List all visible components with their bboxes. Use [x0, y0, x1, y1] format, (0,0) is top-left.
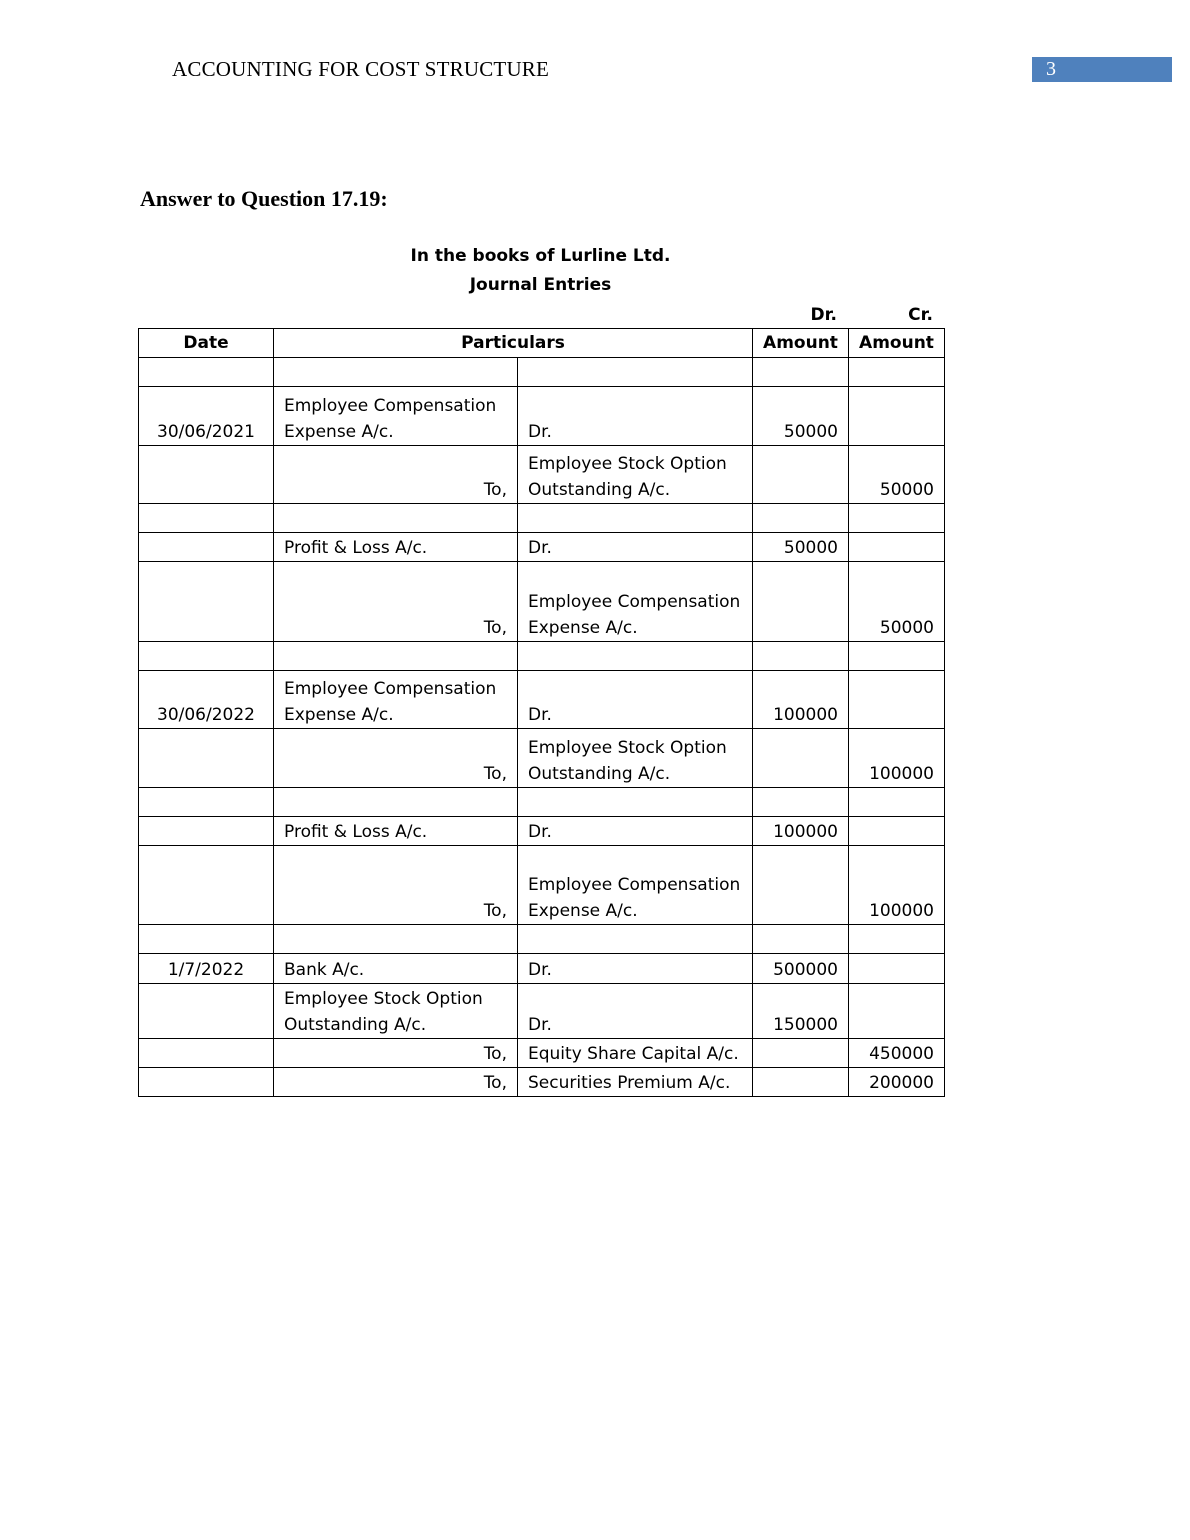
entry-side: Employee Compensation Expense A/c. [518, 562, 753, 642]
table-row [139, 642, 945, 671]
table-row [139, 358, 945, 387]
cr-label: Cr. [908, 305, 933, 325]
entry-account: Employee Stock Option Outstanding A/c. [274, 984, 518, 1039]
entry-side: Employee Stock Option Outstanding A/c. [518, 729, 753, 788]
entry-dr-amount: 100000 [753, 671, 849, 729]
entry-side: Dr. [518, 984, 753, 1039]
entry-account: To, [274, 846, 518, 925]
journal-title-books: In the books of Lurline Ltd. [410, 246, 671, 266]
entry-date [139, 562, 274, 642]
entry-date [139, 533, 274, 562]
entry-date: 30/06/2022 [139, 671, 274, 729]
table-row [139, 1068, 945, 1097]
entry-side: Dr. [518, 817, 753, 846]
col-cr-amount: Amount [849, 329, 945, 358]
dr-label: Dr. [810, 305, 837, 325]
question-heading: Answer to Question 17.19: [140, 186, 388, 211]
table-row [139, 788, 945, 817]
entry-account: To, [274, 446, 518, 504]
table-row [139, 729, 945, 788]
entry-side: Equity Share Capital A/c. [518, 1039, 753, 1068]
entry-cr-amount: 100000 [849, 846, 945, 925]
table-row [139, 533, 945, 562]
entry-cr-amount: 450000 [849, 1039, 945, 1068]
table-row [139, 671, 945, 729]
entry-cr-amount: 50000 [849, 446, 945, 504]
entry-side: Dr. [518, 387, 753, 446]
table-row [139, 446, 945, 504]
entry-side: Employee Compensation Expense A/c. [518, 846, 753, 925]
entry-cr-amount [849, 984, 945, 1039]
entry-dr-amount [753, 729, 849, 788]
journal-header-row [139, 329, 945, 358]
entry-dr-amount: 50000 [753, 533, 849, 562]
table-row [139, 562, 945, 642]
journal-table [138, 328, 945, 1097]
entry-side: Employee Stock Option Outstanding A/c. [518, 446, 753, 504]
entry-side: Dr. [518, 533, 753, 562]
col-particulars: Particulars [274, 329, 753, 358]
page-number-badge: 3 [1032, 57, 1172, 82]
table-row [139, 504, 945, 533]
entry-date [139, 846, 274, 925]
entry-cr-amount [849, 671, 945, 729]
entry-side: Dr. [518, 954, 753, 984]
entry-date [139, 1039, 274, 1068]
entry-date [139, 817, 274, 846]
entry-dr-amount [753, 562, 849, 642]
entry-dr-amount: 500000 [753, 954, 849, 984]
entry-dr-amount: 50000 [753, 387, 849, 446]
entry-side: Dr. [518, 671, 753, 729]
table-row [139, 984, 945, 1039]
entry-account: To, [274, 562, 518, 642]
entry-dr-amount [753, 1039, 849, 1068]
journal-title-entries: Journal Entries [469, 275, 612, 295]
entry-cr-amount [849, 533, 945, 562]
entry-date: 30/06/2021 [139, 387, 274, 446]
entry-date [139, 446, 274, 504]
entry-account: To, [274, 729, 518, 788]
entry-date [139, 729, 274, 788]
entry-dr-amount [753, 846, 849, 925]
table-row [139, 387, 945, 446]
col-dr-amount: Amount [753, 329, 849, 358]
entry-account: Bank A/c. [274, 954, 518, 984]
table-row [139, 925, 945, 954]
running-head-title: ACCOUNTING FOR COST STRUCTURE [172, 57, 550, 81]
entry-date [139, 1068, 274, 1097]
entry-cr-amount [849, 387, 945, 446]
table-row [139, 1039, 945, 1068]
table-row [139, 817, 945, 846]
entry-account: Profit & Loss A/c. [274, 817, 518, 846]
entry-date: 1/7/2022 [139, 954, 274, 984]
entry-dr-amount: 100000 [753, 817, 849, 846]
entry-date [139, 984, 274, 1039]
entry-account: Employee Compensation Expense A/c. [274, 387, 518, 446]
entry-dr-amount [753, 1068, 849, 1097]
entry-cr-amount [849, 817, 945, 846]
entry-account: Employee Compensation Expense A/c. [274, 671, 518, 729]
entry-cr-amount: 100000 [849, 729, 945, 788]
entry-cr-amount [849, 954, 945, 984]
entry-cr-amount: 200000 [849, 1068, 945, 1097]
entry-account: Profit & Loss A/c. [274, 533, 518, 562]
col-date: Date [139, 329, 274, 358]
entry-cr-amount: 50000 [849, 562, 945, 642]
entry-account: To, [274, 1068, 518, 1097]
entry-account: To, [274, 1039, 518, 1068]
entry-dr-amount: 150000 [753, 984, 849, 1039]
table-row [139, 846, 945, 925]
entry-side: Securities Premium A/c. [518, 1068, 753, 1097]
table-row [139, 954, 945, 984]
entry-dr-amount [753, 446, 849, 504]
